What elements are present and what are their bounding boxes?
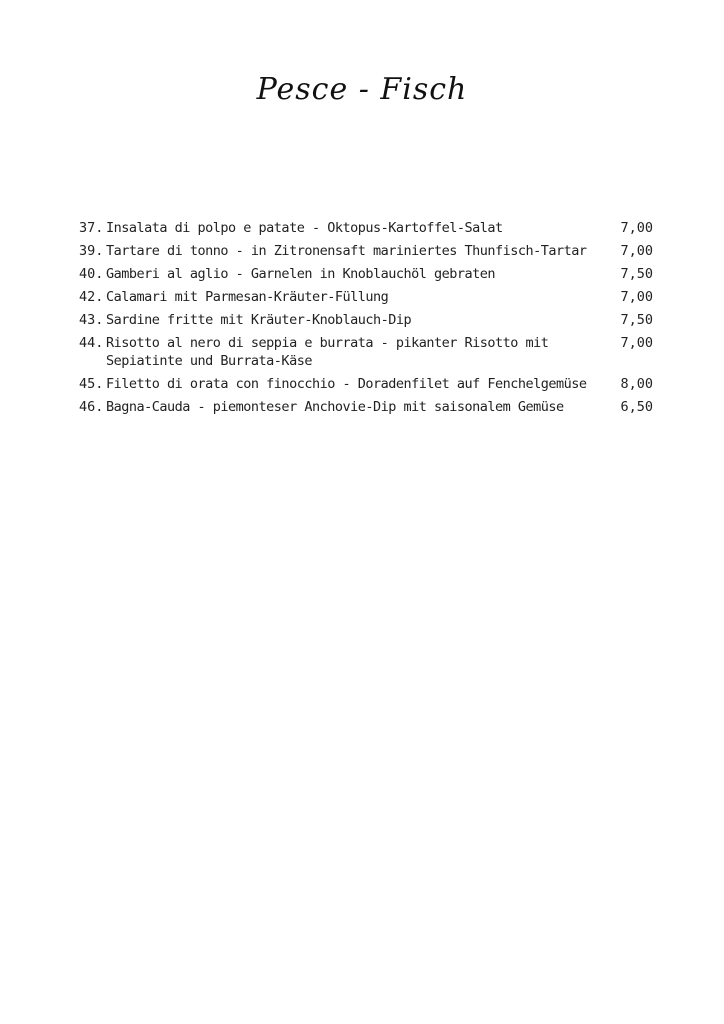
item-description: Bagna-Cauda - piemonteser Anchovie-Dip mit saisonalem Gemüse xyxy=(106,399,564,415)
item-number: 37. xyxy=(79,220,104,236)
item-price: 7,00 xyxy=(620,243,653,259)
item-description: Calamari mit Parmesan-Kräuter-Füllung xyxy=(106,289,389,305)
item-price: 7,00 xyxy=(620,335,653,351)
item-number: 45. xyxy=(79,376,104,392)
menu-item xyxy=(79,375,653,393)
item-price: 7,50 xyxy=(620,266,653,282)
item-description: Gamberi al aglio - Garnelen in Knoblauchöl gebraten xyxy=(106,266,496,282)
item-price: 7,50 xyxy=(620,312,653,328)
item-price: 6,50 xyxy=(620,399,653,415)
item-number: 39. xyxy=(79,243,104,259)
item-number: 46. xyxy=(79,399,104,415)
item-price: 8,00 xyxy=(620,376,653,392)
menu-item xyxy=(79,242,653,260)
item-number: 40. xyxy=(79,266,104,282)
menu-item xyxy=(79,311,653,329)
item-description: Filetto di orata con finocchio - Doradenfilet auf Fenchelgemüse xyxy=(106,376,587,392)
menu-item xyxy=(79,334,653,370)
item-number: 42. xyxy=(79,289,104,305)
item-price: 7,00 xyxy=(620,289,653,305)
menu-item xyxy=(79,265,653,283)
menu-item xyxy=(79,219,653,237)
item-description: Tartare di tonno - in Zitronensaft mariniertes Thunfisch-Tartar xyxy=(106,243,587,259)
item-description: Insalata di polpo e patate - Oktopus-Kartoffel-Salat xyxy=(106,220,503,236)
item-price: 7,00 xyxy=(620,220,653,236)
menu-item xyxy=(79,288,653,306)
page-title: Pesce - Fisch xyxy=(256,72,468,107)
item-number: 44. xyxy=(79,335,104,351)
item-description: Risotto al nero di seppia e burrata - pikanter Risotto mit Sepiatinte und Burrata-Käse xyxy=(106,335,549,369)
menu-list xyxy=(79,219,653,421)
item-description: Sardine fritte mit Kräuter-Knoblauch-Dip xyxy=(106,312,412,328)
menu-item xyxy=(79,398,653,416)
item-number: 43. xyxy=(79,312,104,328)
